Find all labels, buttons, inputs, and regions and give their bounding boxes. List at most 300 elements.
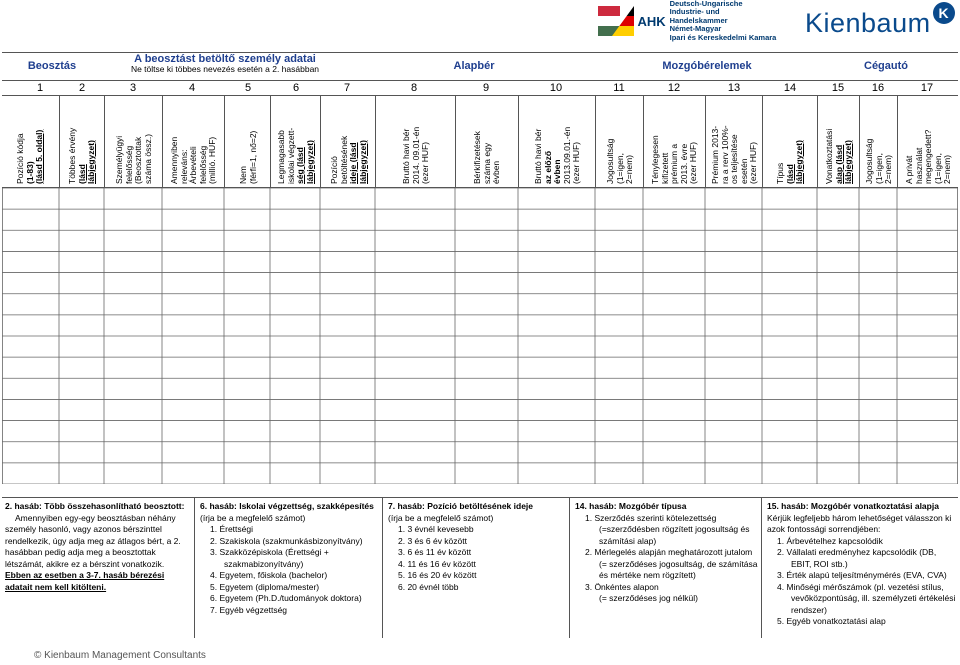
table-cell[interactable] [706,295,761,314]
table-cell[interactable] [321,379,374,398]
table-cell[interactable] [763,231,816,250]
note-line: Ebben az esetben a 3-7. hasáb bérezési [5,570,165,580]
table-cell[interactable] [225,295,269,314]
table-cell[interactable] [163,231,223,250]
column-header-line: Vonatkoztatási [823,128,834,184]
table-cell[interactable] [271,443,319,462]
table-cell[interactable] [519,400,594,419]
table-cell[interactable] [763,358,816,377]
note-line: rendszer) [791,604,827,615]
table-cell[interactable] [763,295,816,314]
table-cell[interactable] [456,464,517,483]
table-cell[interactable] [456,252,517,271]
table-cell[interactable] [860,295,896,314]
column-header-line: (millió. HUF) [207,136,218,184]
column-header-text [115,134,153,184]
table-cell[interactable] [60,210,103,229]
table-cell[interactable] [860,400,896,419]
table-cell[interactable] [3,464,58,483]
table-cell[interactable] [60,358,103,377]
table-cell[interactable] [898,443,957,462]
table-cell[interactable] [105,316,161,335]
table-cell[interactable] [271,189,319,208]
table-cell[interactable] [163,316,223,335]
table-cell[interactable] [519,337,594,356]
column-header-line: Típus [775,162,786,184]
table-cell[interactable] [860,274,896,293]
table-cell[interactable] [860,337,896,356]
table-cell[interactable] [818,189,858,208]
table-cell[interactable] [456,189,517,208]
table-cell[interactable] [163,274,223,293]
table-cell[interactable] [818,358,858,377]
table-cell[interactable] [271,358,319,377]
table-cell[interactable] [60,337,103,356]
column-header-line: Amennyiben [169,136,180,184]
table-cell[interactable] [519,210,594,229]
table-cell[interactable] [271,422,319,441]
column-header-text [905,130,953,184]
column-header-line: prémium a [669,143,680,184]
table-cell[interactable] [519,464,594,483]
table-cell[interactable] [376,252,454,271]
table-cell[interactable] [763,337,816,356]
table-cell[interactable] [644,210,704,229]
table-cell[interactable] [3,231,58,250]
table-cell[interactable] [644,443,704,462]
table-cell[interactable] [706,464,761,483]
column-header-line: 2=nem) [623,154,634,184]
table-cell[interactable] [105,400,161,419]
table-cell[interactable] [596,379,642,398]
table-cell[interactable] [763,379,816,398]
table-cell[interactable] [898,379,957,398]
column-header-line: Bruttó havi bér [532,128,543,184]
table-cell[interactable] [456,210,517,229]
column-header-text [776,140,805,184]
table-cell[interactable] [596,337,642,356]
column-header-line: (ezer HUF) [688,141,699,184]
table-cell[interactable] [163,358,223,377]
table-cell[interactable] [321,274,374,293]
column-header-line: száma össz.) [142,133,153,184]
table-cell[interactable] [456,379,517,398]
table-cell[interactable] [706,400,761,419]
table-cell[interactable] [763,252,816,271]
table-cell[interactable] [706,274,761,293]
table-cell[interactable] [456,400,517,419]
table-cell[interactable] [818,422,858,441]
column-header-line: (Beosztottak [133,136,143,184]
table-cell[interactable] [3,379,58,398]
table-cell[interactable] [225,422,269,441]
table-cell[interactable] [225,189,269,208]
table-cell[interactable] [818,400,858,419]
note-line: (= szerződéses jogosultság, de számítása [599,558,758,569]
column-header-text [473,131,502,184]
table-cell[interactable] [60,252,103,271]
table-cell[interactable] [860,316,896,335]
table-cell[interactable] [596,295,642,314]
table-cell[interactable] [60,316,103,335]
table-cell[interactable] [105,443,161,462]
table-cell[interactable] [456,422,517,441]
table-cell[interactable] [596,358,642,377]
table-cell[interactable] [60,422,103,441]
table-cell[interactable] [321,252,374,271]
column-header-line: Bruttó havi bér [400,128,411,184]
table-cell[interactable] [898,358,957,377]
table-cell[interactable] [644,189,704,208]
table-cell[interactable] [271,274,319,293]
table-cell[interactable] [644,464,704,483]
column-header-line: esetén [738,158,749,184]
note-line: 6. 20 évnél több [398,581,459,592]
table-cell[interactable] [163,210,223,229]
table-cell[interactable] [596,443,642,462]
table-cell[interactable] [60,274,103,293]
table-cell[interactable] [706,316,761,335]
table-cell[interactable] [644,231,704,250]
table-cell[interactable] [644,295,704,314]
table-cell[interactable] [644,358,704,377]
table-cell[interactable] [644,422,704,441]
table-cell[interactable] [321,189,374,208]
table-cell[interactable] [376,337,454,356]
table-cell[interactable] [519,295,594,314]
table-cell[interactable] [163,464,223,483]
column-header-line: Legmagasabb [276,130,286,184]
column-header-line: Személyügyi [114,135,124,184]
table-cell[interactable] [163,400,223,419]
table-cell[interactable] [456,231,517,250]
table-cell[interactable] [706,189,761,208]
table-cell[interactable] [706,443,761,462]
table-cell[interactable] [519,189,594,208]
table-cell[interactable] [818,337,858,356]
column-header-cell [455,96,518,188]
note-line: hasábban pedig adja meg a beosztottak [5,547,156,557]
table-cell[interactable] [271,337,319,356]
table-cell[interactable] [376,400,454,419]
column-header-line: használat [913,147,924,184]
table-cell[interactable] [860,358,896,377]
table-cell[interactable] [818,316,858,335]
column-header-text [711,125,759,184]
table-cell[interactable] [860,252,896,271]
table-cell[interactable] [376,379,454,398]
table-cell[interactable] [898,189,957,208]
table-cell[interactable] [818,274,858,293]
table-cell[interactable] [898,210,957,229]
table-cell[interactable] [60,379,103,398]
table-cell[interactable] [596,274,642,293]
table-cell[interactable] [376,274,454,293]
table-cell[interactable] [225,358,269,377]
table-cell[interactable] [644,379,704,398]
table-cell[interactable] [456,443,517,462]
table-cell[interactable] [3,358,58,377]
table-cell[interactable] [3,422,58,441]
table-cell[interactable] [60,231,103,250]
table-cell[interactable] [596,252,642,271]
table-cell[interactable] [519,231,594,250]
note-line: (= szerződéses jog nélkül) [599,593,698,603]
table-cell[interactable] [644,252,704,271]
column-header-cell [59,96,104,188]
table-cell[interactable] [644,337,704,356]
column-header-cell [897,96,958,188]
table-cell[interactable] [706,231,761,250]
table-cell[interactable] [163,189,223,208]
table-cell[interactable] [456,316,517,335]
table-cell[interactable] [860,379,896,398]
table-cell[interactable] [60,295,103,314]
table-cell[interactable] [898,231,957,250]
column-header-line: Prémium 2013- [709,125,720,184]
table-cell[interactable] [105,231,161,250]
table-cell[interactable] [763,274,816,293]
table-cell[interactable] [456,274,517,293]
table-cell[interactable] [706,210,761,229]
table-cell[interactable] [225,464,269,483]
table-cell[interactable] [818,231,858,250]
table-cell[interactable] [763,210,816,229]
table-cell[interactable] [225,274,269,293]
table-cell[interactable] [60,400,103,419]
table-cell[interactable] [519,443,594,462]
column-header-line: (ezer HUF) [570,141,581,184]
table-cell[interactable] [818,295,858,314]
table-cell[interactable] [105,295,161,314]
table-cell[interactable] [376,464,454,483]
table-cell[interactable] [898,295,957,314]
table-cell[interactable] [105,358,161,377]
note-line: 4. 11 és 16 év között [398,558,476,569]
table-cell[interactable] [3,443,58,462]
table-cell[interactable] [376,443,454,462]
table-cell[interactable] [519,379,594,398]
table-cell[interactable] [596,189,642,208]
table-cell[interactable] [376,422,454,441]
footer-copyright: © Kienbaum Management Consultants [34,650,206,661]
table-cell[interactable] [860,231,896,250]
table-cell[interactable] [321,210,374,229]
note-line: 3. Önkéntes alapon [585,581,659,592]
column-header-cell [595,96,643,188]
table-cell[interactable] [706,252,761,271]
table-cell[interactable] [271,379,319,398]
note-line: 5. Egyéb vonatkoztatási alap [777,616,886,626]
footnotes [2,497,958,637]
table-cell[interactable] [321,295,374,314]
table-cell[interactable] [898,252,957,271]
table-cell[interactable] [271,231,319,250]
column-number: 15 [831,82,845,94]
table-cell[interactable] [321,337,374,356]
table-cell[interactable] [105,189,161,208]
note-line: 2. Szakiskola (szakmunkásbizonyítvány) [210,535,363,546]
table-cell[interactable] [376,189,454,208]
table-cell[interactable] [519,358,594,377]
table-cell[interactable] [3,400,58,419]
table-cell[interactable] [763,464,816,483]
table-cell[interactable] [706,422,761,441]
table-cell[interactable] [644,400,704,419]
table-cell[interactable] [860,443,896,462]
table-cell[interactable] [898,422,957,441]
table-cell[interactable] [105,422,161,441]
table-cell[interactable] [898,316,957,335]
table-cell[interactable] [3,316,58,335]
table-cell[interactable] [763,400,816,419]
column-number: 9 [482,82,490,94]
table-cell[interactable] [225,252,269,271]
table-cell[interactable] [105,210,161,229]
table-cell[interactable] [898,274,957,293]
table-cell[interactable] [163,422,223,441]
note-line: 2. Mérlegelés alapján meghatározott jutalom [585,547,753,557]
table-cell[interactable] [321,443,374,462]
table-cell[interactable] [225,316,269,335]
data-grid [2,188,958,484]
note-line: 3. Érték alapú teljesítménymérés (EVA, CVA) [777,570,947,580]
table-cell[interactable] [376,358,454,377]
table-cell[interactable] [321,422,374,441]
table-cell[interactable] [321,464,374,483]
table-cell[interactable] [818,464,858,483]
note-separator [382,498,383,638]
table-cell[interactable] [271,316,319,335]
table-cell[interactable] [596,400,642,419]
table-cell[interactable] [105,464,161,483]
table-cell[interactable] [271,252,319,271]
table-cell[interactable] [3,189,58,208]
column-header-line: (lásd [784,164,795,184]
table-cell[interactable] [456,295,517,314]
table-cell[interactable] [898,464,957,483]
table-cell[interactable] [763,189,816,208]
table-cell[interactable] [644,316,704,335]
table-cell[interactable] [3,210,58,229]
table-cell[interactable] [706,379,761,398]
table-cell[interactable] [3,295,58,314]
column-header-line: az előző [542,150,553,184]
table-cell[interactable] [271,400,319,419]
table-cell[interactable] [519,316,594,335]
table-cell[interactable] [519,274,594,293]
table-cell[interactable] [225,443,269,462]
table-cell[interactable] [706,337,761,356]
table-cell[interactable] [596,316,642,335]
column-number: 7 [343,82,351,94]
table-cell[interactable] [271,295,319,314]
column-number: 4 [188,82,196,94]
table-cell[interactable] [105,252,161,271]
column-header-text [825,129,854,184]
column-header-line: iskolai végzett- [285,127,296,184]
table-cell[interactable] [271,464,319,483]
note-line: azok fontossági sorrendjében: [767,524,881,534]
table-cell[interactable] [763,422,816,441]
note-title: 15. hasáb: Mozgóbér vonatkoztatási alapja [767,501,939,511]
table-cell[interactable] [225,231,269,250]
table-cell[interactable] [860,464,896,483]
table-cell[interactable] [519,252,594,271]
table-cell[interactable] [321,231,374,250]
table-cell[interactable] [163,252,223,271]
table-cell[interactable] [163,443,223,462]
column-header-line: évben [491,160,502,184]
column-header-cell [762,96,817,188]
table-cell[interactable] [163,379,223,398]
table-cell[interactable] [3,252,58,271]
table-cell[interactable] [818,379,858,398]
table-cell[interactable] [818,443,858,462]
table-cell[interactable] [271,210,319,229]
column-header-line: Pozíció kódja [15,133,26,184]
table-cell[interactable] [519,422,594,441]
table-cell[interactable] [763,443,816,462]
table-cell[interactable] [596,464,642,483]
table-cell[interactable] [376,210,454,229]
table-cell[interactable] [3,337,58,356]
table-cell[interactable] [596,210,642,229]
table-cell[interactable] [456,337,517,356]
table-cell[interactable] [225,379,269,398]
table-cell[interactable] [376,316,454,335]
table-cell[interactable] [376,231,454,250]
table-cell[interactable] [860,189,896,208]
table-cell[interactable] [456,358,517,377]
table-cell[interactable] [60,189,103,208]
table-cell[interactable] [376,295,454,314]
column-header-line: Bérkifizetések [472,131,483,184]
table-cell[interactable] [321,400,374,419]
note-line: Kérjük legfeljebb három lehetőséget válasszon ki [767,512,952,523]
table-cell[interactable] [321,358,374,377]
table-cell[interactable] [60,464,103,483]
table-cell[interactable] [898,337,957,356]
table-cell[interactable] [105,379,161,398]
note-separator [194,498,195,638]
table-cell[interactable] [163,337,223,356]
table-cell[interactable] [321,316,374,335]
table-cell[interactable] [105,337,161,356]
table-cell[interactable] [860,210,896,229]
column-header-text [865,139,894,184]
table-cell[interactable] [818,252,858,271]
table-cell[interactable] [596,231,642,250]
table-cell[interactable] [706,358,761,377]
table-cell[interactable] [898,400,957,419]
table-cell[interactable] [596,422,642,441]
ahk-mark: AHK [637,13,666,29]
header-betolto: A beosztást betöltő személy adatai Ne töltse ki többes nevezés esetén a 2. hasábban [130,53,320,74]
table-cell[interactable] [163,295,223,314]
table-cell[interactable] [225,210,269,229]
table-cell[interactable] [818,210,858,229]
table-cell[interactable] [644,274,704,293]
table-cell[interactable] [860,422,896,441]
table-cell[interactable] [763,316,816,335]
table-cell[interactable] [225,337,269,356]
table-cell[interactable] [60,443,103,462]
table-cell[interactable] [3,274,58,293]
table-cell[interactable] [105,274,161,293]
note-title: 2. hasáb: Több összehasonlítható beosztott: [5,501,185,511]
table-cell[interactable] [225,400,269,419]
